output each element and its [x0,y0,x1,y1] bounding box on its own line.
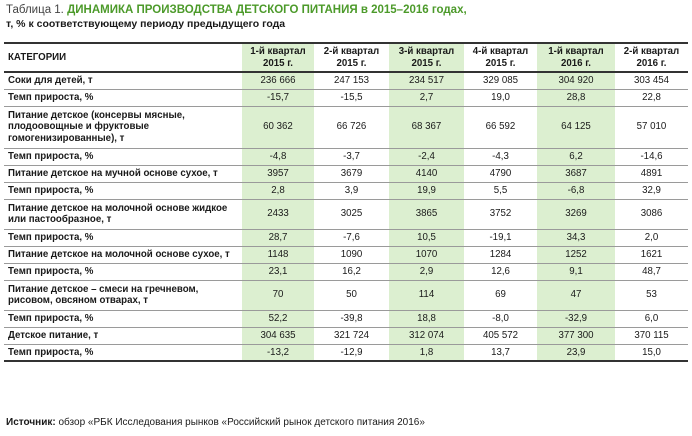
table-cell: 2,8 [242,182,314,199]
table-cell: 1070 [389,246,464,263]
table-cell: 234 517 [389,72,464,89]
table-row [4,199,688,229]
table-cell: 4891 [615,165,688,182]
row-label: Темп прироста, % [4,344,242,361]
table-cell: 64 125 [537,106,615,148]
table-cell: 405 572 [464,327,537,344]
table-cell: 6,0 [615,310,688,327]
table-row [4,165,688,182]
table-cell: 3269 [537,199,615,229]
table-cell: 47 [537,280,615,310]
table-cell: 66 726 [314,106,389,148]
table-title-text: ДИНАМИКА ПРОИЗВОДСТВА ДЕТСКОГО ПИТАНИЯ в 2015–2016 годах, [67,4,467,16]
source-note [6,417,425,428]
table-cell: 304 920 [537,72,615,89]
table-cell: -32,9 [537,310,615,327]
table-cell: 1148 [242,246,314,263]
column-header-q1-2016: 1-й квартал 2016 г. [537,43,615,72]
table-cell: 1090 [314,246,389,263]
table-cell: -15,5 [314,89,389,106]
table-cell: 2,0 [615,229,688,246]
table-cell: 3086 [615,199,688,229]
row-label: Питание детское на молочной основе жидкое или пастообразное, т [4,199,242,229]
column-header-q3-2015: 3-й квартал 2015 г. [389,43,464,72]
table-cell: -14,6 [615,148,688,165]
table-row [4,182,688,199]
row-label: Соки для детей, т [4,72,242,89]
table-cell: 34,3 [537,229,615,246]
table-cell: -4,3 [464,148,537,165]
row-label: Темп прироста, % [4,148,242,165]
column-header-q2-2016: 2-й квартал 2016 г. [615,43,688,72]
table-cell: -15,7 [242,89,314,106]
table-row [4,263,688,280]
table-subtitle: т, % к соответствующему периоду предыдущего года [6,18,286,30]
table-cell: 19,9 [389,182,464,199]
table-cell: 28,8 [537,89,615,106]
table-row [4,72,688,89]
table-cell: 9,1 [537,263,615,280]
row-label: Темп прироста, % [4,310,242,327]
table-cell: 57 010 [615,106,688,148]
table-cell: 236 666 [242,72,314,89]
table-cell: -19,1 [464,229,537,246]
table-cell: 1252 [537,246,615,263]
table-title [6,3,690,17]
table-cell: 6,2 [537,148,615,165]
table-cell: 1,8 [389,344,464,361]
table-cell: 3025 [314,199,389,229]
table-row [4,327,688,344]
table-cell: 247 153 [314,72,389,89]
row-label: Питание детское на молочной основе сухое, т [4,246,242,263]
table-cell: 16,2 [314,263,389,280]
row-label: Темп прироста, % [4,89,242,106]
header-row [4,43,688,72]
table-cell: -8,0 [464,310,537,327]
table-cell: -3,7 [314,148,389,165]
table-cell: 2,7 [389,89,464,106]
column-header-q2-2015: 2-й квартал 2015 г. [314,43,389,72]
table-cell: 53 [615,280,688,310]
table-cell: 303 454 [615,72,688,89]
table-cell: 60 362 [242,106,314,148]
column-header-q4-2015: 4-й квартал 2015 г. [464,43,537,72]
table-cell: 1621 [615,246,688,263]
table-cell: 1284 [464,246,537,263]
table-cell: 18,8 [389,310,464,327]
table-cell: 4140 [389,165,464,182]
table-cell: -2,4 [389,148,464,165]
table-cell: 68 367 [389,106,464,148]
table-cell: 329 085 [464,72,537,89]
table-cell: -6,8 [537,182,615,199]
table-cell: 23,1 [242,263,314,280]
table-row [4,148,688,165]
table-cell: 3687 [537,165,615,182]
table-cell: 23,9 [537,344,615,361]
table-cell: 66 592 [464,106,537,148]
table-cell: -13,2 [242,344,314,361]
row-label: Питание детское на мучной основе сухое, т [4,165,242,182]
table-cell: 50 [314,280,389,310]
table-cell: -12,9 [314,344,389,361]
table-cell: 370 115 [615,327,688,344]
source-label: Источник: [6,417,56,428]
table-cell: 304 635 [242,327,314,344]
table-body [4,72,688,361]
table-cell: 28,7 [242,229,314,246]
column-header-category: КАТЕГОРИИ [4,43,242,72]
table-cell: 4790 [464,165,537,182]
table-cell: 12,6 [464,263,537,280]
table-cell: 69 [464,280,537,310]
table-row [4,229,688,246]
row-label: Темп прироста, % [4,263,242,280]
table-cell: 52,2 [242,310,314,327]
table-row [4,246,688,263]
table-cell: 3752 [464,199,537,229]
row-label: Питание детское (консервы мясные, плодоовощные и фруктовые гомогенизированные), т [4,106,242,148]
row-label: Питание детское – смеси на гречневом, рисовом, овсяном отварах, т [4,280,242,310]
table-cell: 377 300 [537,327,615,344]
table-cell: 22,8 [615,89,688,106]
table-row [4,310,688,327]
table-cell: 15,0 [615,344,688,361]
table-cell: 32,9 [615,182,688,199]
table-cell: 13,7 [464,344,537,361]
table-row [4,106,688,148]
source-text: обзор «РБК Исследования рынков «Российский рынок детского питания 2016» [58,417,425,428]
table-cell: 3,9 [314,182,389,199]
table-cell: -4,8 [242,148,314,165]
table-cell: 3865 [389,199,464,229]
table-cell: 312 074 [389,327,464,344]
table-cell: 5,5 [464,182,537,199]
table-row [4,89,688,106]
table-cell: 70 [242,280,314,310]
table-row [4,280,688,310]
table-cell: 19,0 [464,89,537,106]
table-label: Таблица 1. [6,4,64,16]
table-cell: -7,6 [314,229,389,246]
row-label: Темп прироста, % [4,182,242,199]
table-cell: 321 724 [314,327,389,344]
table-cell: 2,9 [389,263,464,280]
row-label: Темп прироста, % [4,229,242,246]
table-cell: 3957 [242,165,314,182]
table-cell: 114 [389,280,464,310]
table-cell: 3679 [314,165,389,182]
row-label: Детское питание, т [4,327,242,344]
table-cell: 2433 [242,199,314,229]
production-table [4,42,688,362]
table-cell: 10,5 [389,229,464,246]
table-cell: 48,7 [615,263,688,280]
table-cell: -39,8 [314,310,389,327]
column-header-q1-2015: 1-й квартал 2015 г. [242,43,314,72]
table-row [4,344,688,361]
